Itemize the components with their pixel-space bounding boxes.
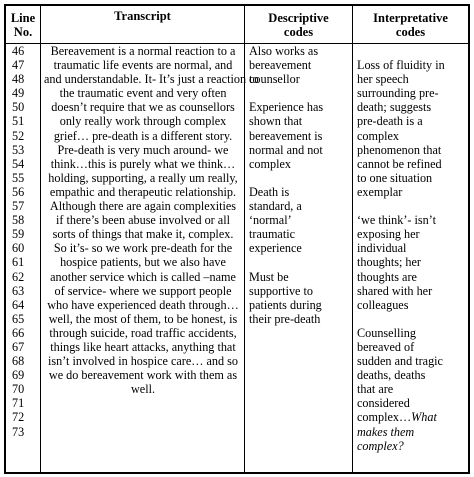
interpretative-code-line: Loss of fluidity in: [357, 58, 445, 73]
header-descriptive-word: Descriptive: [268, 10, 329, 25]
header-interpretative-codes: [353, 6, 468, 43]
line-number: 69: [12, 368, 25, 383]
line-number: 70: [12, 382, 25, 397]
interpretative-italic-text: What: [411, 410, 437, 425]
interpretative-code-text: complex…: [357, 410, 412, 425]
interpretative-code-line: exposing her: [357, 227, 420, 242]
header-line-no: [6, 6, 40, 43]
line-number: 65: [12, 311, 25, 326]
transcript-line: we do bereavement work with them as: [48, 368, 238, 383]
line-number: 55: [12, 170, 25, 185]
interpretative-code-line: pre-death is a: [357, 114, 423, 129]
descriptive-code-line: bereavement is: [249, 128, 323, 143]
interpretative-code-line: [357, 44, 467, 58]
header-codes-word: codes: [283, 24, 314, 39]
transcript-line: empathic and therapeutic relationship.: [49, 184, 237, 199]
interpretative-code-line: shared with her: [357, 283, 433, 298]
header-codes-word-2: codes: [395, 24, 426, 39]
line-number-column: [12, 44, 38, 439]
transcript-line: think…this is purely what we think…: [50, 156, 236, 171]
interpretative-code-line: that are: [357, 382, 394, 397]
descriptive-code-line: complex: [249, 156, 291, 171]
transcript-line: grief… pre-death is a different story.: [53, 128, 233, 143]
interpretative-code-line: individual: [357, 241, 407, 256]
transcript-column: [44, 44, 259, 397]
line-number: 63: [12, 283, 25, 298]
header-transcript-label: Transcript: [114, 9, 171, 23]
column-divider: [352, 6, 353, 472]
transcript-line: Bereavement is a normal reaction to a: [50, 44, 236, 58]
interpretative-code-line: complex: [357, 128, 399, 143]
line-number: 73: [12, 424, 25, 439]
line-number: 51: [12, 114, 25, 129]
descriptive-code-line: normal and not: [249, 142, 323, 157]
line-number: 56: [12, 184, 25, 199]
descriptive-code-line: their pre-death: [249, 311, 321, 326]
transcript-line: through suicide, road traffic accidents,: [49, 325, 237, 340]
interpretative-code-line: colleagues: [357, 297, 409, 312]
transcript-coding-table: [4, 4, 470, 474]
transcript-line: isn’t involved in hospice care… and so: [48, 354, 238, 369]
header-line-word: Line: [10, 10, 36, 25]
line-number: 61: [12, 255, 25, 270]
interpretative-code-line: [357, 199, 467, 213]
header-no-word: No.: [13, 24, 33, 39]
transcript-line: holding, supporting, a really um really,: [48, 170, 238, 185]
line-number: 66: [12, 325, 25, 340]
line-number: 67: [12, 339, 25, 354]
line-number: 57: [12, 199, 25, 214]
interpretative-code-line: deaths, deaths: [357, 368, 426, 383]
transcript-line: only really work through complex: [59, 114, 227, 129]
descriptive-code-line: [249, 255, 349, 269]
interpretative-code-line: her speech: [357, 72, 409, 87]
interpretative-code-line: death; suggests: [357, 100, 432, 115]
interpretative-code-line: Counselling: [357, 325, 416, 340]
line-number: 48: [12, 72, 25, 87]
transcript-line: things like heart attacks, anything that: [50, 339, 236, 354]
line-number: 68: [12, 354, 25, 369]
line-number: 47: [12, 58, 25, 73]
transcript-line: Although there are again complexities: [49, 199, 237, 214]
interpretative-code-line: [357, 312, 467, 326]
interpretative-code-line: bereaved of: [357, 339, 415, 354]
descriptive-code-line: Experience has: [249, 100, 324, 115]
transcript-line: if there’s been abuse involved or all: [56, 213, 230, 228]
transcript-line: traumatic life events are normal, and: [53, 58, 233, 73]
line-number: 59: [12, 227, 25, 242]
interpretative-code-line: [357, 410, 467, 424]
line-number: 46: [12, 44, 25, 58]
interpretative-code-line: considered: [357, 396, 410, 411]
interpretative-code-line: surrounding pre-: [357, 86, 439, 101]
header-descriptive-codes: [245, 6, 352, 43]
transcript-line: well, the most of them, to be honest, is: [48, 311, 238, 326]
descriptive-codes-column: [249, 44, 349, 326]
descriptive-code-line: Also works as: [249, 44, 319, 58]
descriptive-code-line: [249, 171, 349, 185]
interpretative-code-line: cannot be refined: [357, 156, 442, 171]
line-number: 64: [12, 297, 25, 312]
header-transcript: [41, 6, 244, 43]
interpretative-code-line: [357, 425, 467, 439]
interpretative-code-line: to one situation: [357, 170, 433, 185]
descriptive-code-line: supportive to: [249, 283, 313, 298]
interpretative-italic-text: complex?: [357, 438, 404, 453]
transcript-line: well.: [130, 382, 156, 397]
line-number: 54: [12, 156, 25, 171]
line-number: 53: [12, 142, 25, 157]
line-number: 62: [12, 269, 25, 284]
transcript-line: sorts of things that make it, complex.: [52, 227, 234, 242]
transcript-line: the traumatic event and very often: [59, 86, 227, 101]
transcript-line: and understandable. It- It’s just a reaction to: [44, 72, 259, 87]
transcript-line: another service which is called –name: [50, 269, 236, 284]
descriptive-code-line: patients during: [249, 297, 322, 312]
transcript-line: Pre-death is very much around- we: [57, 142, 229, 157]
descriptive-code-line: [249, 86, 349, 100]
interpretative-code-line: thoughts; her: [357, 255, 421, 270]
line-number: 71: [12, 396, 25, 411]
descriptive-code-line: Must be: [249, 269, 289, 284]
descriptive-code-line: standard, a: [249, 199, 302, 214]
descriptive-code-line: bereavement: [249, 58, 312, 73]
transcript-line: of service- where we support people: [54, 283, 232, 298]
line-number: 52: [12, 128, 25, 143]
descriptive-code-line: counsellor: [249, 72, 300, 87]
interpretative-code-line: [357, 439, 467, 453]
line-number: 60: [12, 241, 25, 256]
interpretative-code-line: exemplar: [357, 184, 403, 199]
interpretative-code-line: ‘we think’- isn’t: [357, 213, 436, 228]
transcript-line: doesn’t require that we as counsellors: [51, 100, 235, 115]
interpretative-italic-text: makes them: [357, 424, 415, 439]
interpretative-code-line: thoughts are: [357, 269, 417, 284]
column-divider: [40, 6, 41, 472]
descriptive-code-line: ‘normal’: [249, 213, 292, 228]
descriptive-code-line: experience: [249, 241, 302, 256]
line-number: 72: [12, 410, 25, 425]
interpretative-code-line: sudden and tragic: [357, 354, 443, 369]
header-interpretative-word: Interpretative: [373, 10, 448, 25]
transcript-line: hospice patients, but we also have: [60, 255, 226, 270]
descriptive-code-line: traumatic: [249, 227, 296, 242]
line-number: 49: [12, 86, 25, 101]
line-number: 58: [12, 213, 25, 228]
transcript-line: who have experienced death through…: [47, 297, 239, 312]
descriptive-code-line: shown that: [249, 114, 303, 129]
descriptive-code-line: Death is: [249, 184, 290, 199]
interpretative-code-line: phenomenon that: [357, 142, 442, 157]
transcript-line: So it’s- so we work pre-death for the: [53, 241, 233, 256]
line-number: 50: [12, 100, 25, 115]
interpretative-codes-column: [357, 44, 467, 453]
